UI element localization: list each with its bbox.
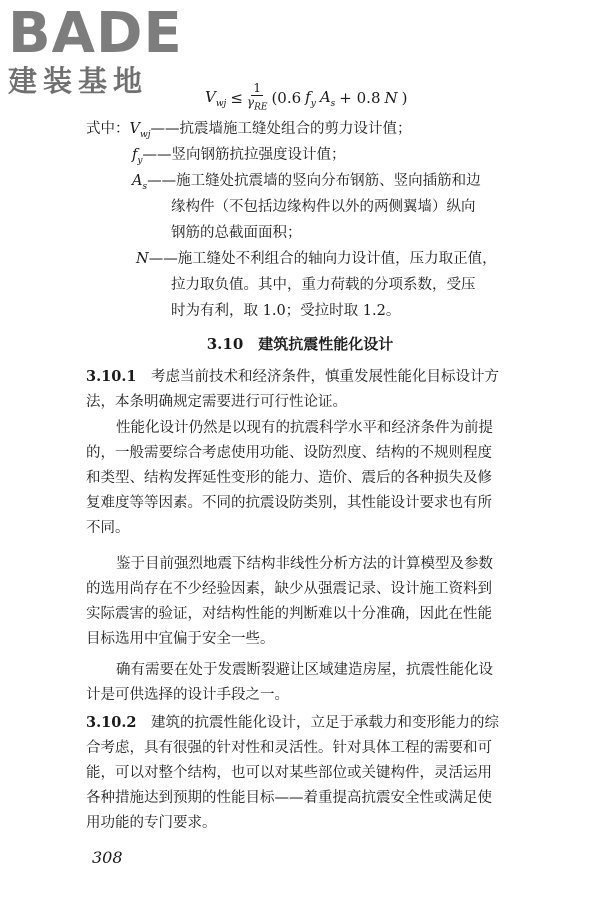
definition-vwj: 式中：$V_{wj}——$抗震墙施工缝处组合的剪力设计值； [86,121,412,140]
shear-formula [205,82,407,114]
fraction-denominator: $\gamma_{RE}$ [246,95,268,113]
fraction-numerator: 1 [253,81,261,95]
definition-as-line3: 钢筋的总截面面积； [171,225,302,241]
paragraph-3-line2: 计是可供选择的设计手段之一。 [86,687,289,703]
clause-number: 3.10.2 [86,714,137,731]
paragraph-1-line2: 的，一般需要综合考虑使用功能、设防烈度、结构的不规则程度 [86,445,492,461]
paragraph-1-line4: 复难度等等因素。不同的抗震设防类别，其性能设计要求也有所 [86,495,492,511]
clause-3-10-2: 3.10.2 建筑的抗震性能化设计，立足于承载力和变形能力的综 [86,714,499,731]
definition-as-line2: 缘构件（不包括边缘构件以外的两侧翼墙）纵向 [171,199,476,215]
paragraph-2-line4: 目标选用中宜偏于安全一些。 [86,631,275,647]
definition-fy: $f_y——$竖向钢筋抗拉强度设计值； [132,147,346,166]
formula-lhs: $V_{wj}$ [205,87,227,109]
formula-leq: ≤ [230,89,243,108]
formula-fy: $f_y$ [305,87,316,109]
clause-3-10-2-line5: 用功能的专门要求。 [86,815,217,831]
formula-plus: + 0.8 [339,89,381,108]
brand-logo [8,1,183,98]
formula-open: (0.6 [271,89,302,108]
logo-subtitle: 建装基地 [8,64,149,98]
clause-3-10-1-line2: 法，本条明确规定需要进行可行性论证。 [86,394,347,410]
section-heading: 3.10 建筑抗震性能化设计 [206,335,394,353]
paragraph-1-line5: 不同。 [86,520,130,536]
logo-wordmark: BADE [8,1,183,66]
definition-n-line3: 时为有利，取 1.0；受拉时取 1.2。 [171,303,401,319]
paragraph-2-line3: 实际震害的验证，对结构性能的判断难以十分准确，因此在性能 [86,606,492,622]
clause-3-10-2-line2: 合考虑，具有很强的针对性和灵活性。针对具体工程的需要和可 [86,740,492,756]
page-number: 308 [92,848,123,867]
paragraph-1-line1: 性能化设计仍然是以现有的抗震科学水平和经济条件为前提 [116,420,493,436]
formula-fraction [247,82,268,114]
paragraph-1-line3: 和类型、结构发挥延性变形的能力、造价、震后的各种损失及修 [86,470,492,486]
definition-n: N——施工缝处不利组合的轴向力设计值，压力取正值， [136,251,497,267]
clause-3-10-1: 3.10.1 考虑当前技术和经济条件，慎重发展性能化目标设计方 [86,368,499,385]
clause-number: 3.10.1 [86,368,137,385]
definition-n-line2: 拉力取负值。其中，重力荷载的分项系数，受压 [171,277,476,293]
paragraph-2-line2: 的选用尚存在不少经验因素，缺少从强震记录、设计施工资料到 [86,581,492,597]
clause-3-10-2-line3: 能，可以对整个结构，也可以对某些部位或关键构件，灵活运用 [86,765,492,781]
formula-n: N [384,89,398,108]
paragraph-2-line1: 鉴于目前强烈地震下结构非线性分析方法的计算模型及参数 [116,556,493,572]
formula-as: $A_s$ [319,87,336,109]
paragraph-3-line1: 确有需要在处于发震断裂避让区域建造房屋，抗震性能化设 [116,662,493,678]
definition-as: $A_s——$施工缝处抗震墙的竖向分布钢筋、竖向插筋和边 [132,173,481,192]
formula-close: ) [401,89,408,108]
clause-3-10-2-line4: 各种措施达到预期的性能目标——着重提高抗震安全性或满足使 [86,790,492,806]
